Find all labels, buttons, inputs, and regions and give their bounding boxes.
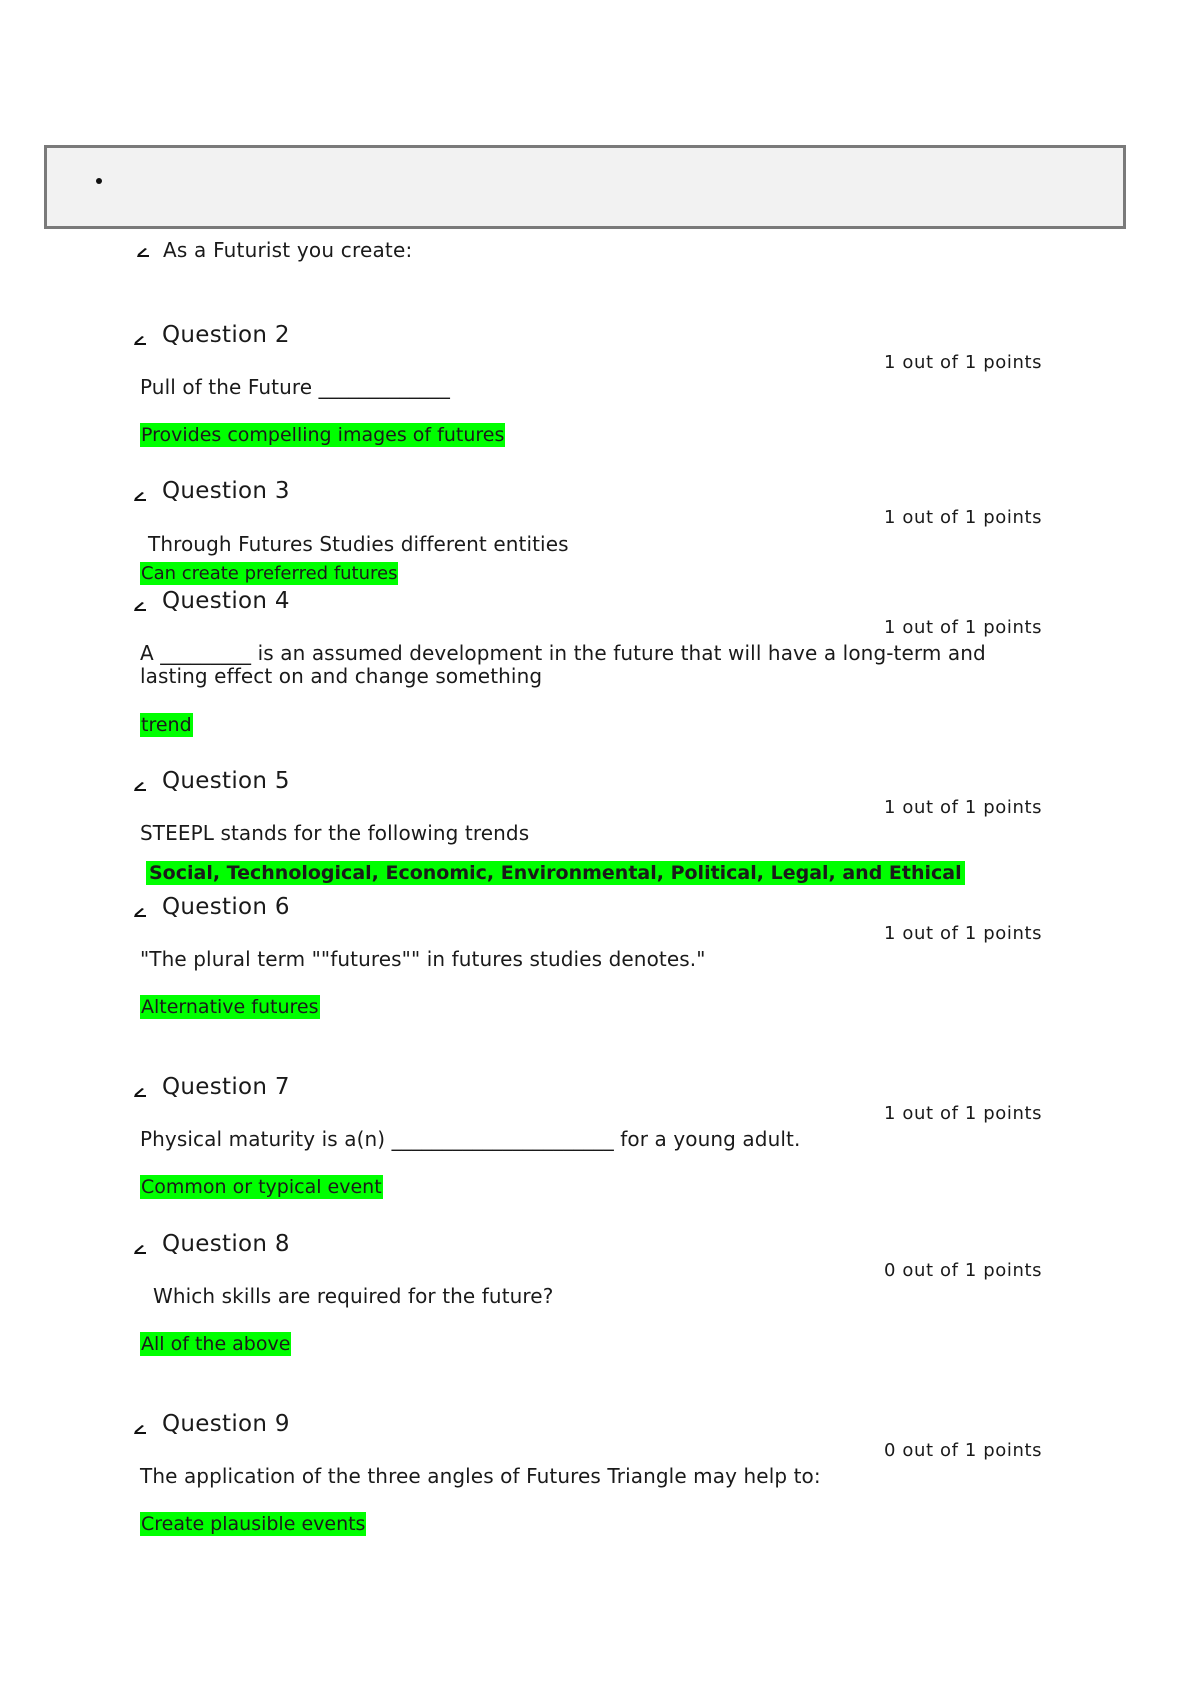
question-title: Question 8 — [162, 1231, 290, 1257]
correct-answer: Provides compelling images of futures — [141, 424, 505, 446]
top-panel — [44, 145, 1126, 229]
pencil-edit-icon — [133, 1424, 147, 1435]
correct-answer: trend — [141, 714, 192, 736]
question-points: 1 out of 1 points — [884, 507, 1043, 528]
question-title: Question 6 — [162, 894, 290, 920]
pencil-edit-icon — [133, 491, 147, 502]
pencil-edit-icon — [133, 1244, 147, 1255]
question-prompt: "The plural term ""futures"" in futures studies denotes." — [140, 947, 706, 971]
question-title: Question 2 — [162, 322, 290, 348]
question-title: Question 4 — [162, 588, 290, 614]
question-points: 1 out of 1 points — [884, 352, 1043, 373]
correct-answer: Create plausible events — [141, 1513, 366, 1535]
pencil-edit-icon — [136, 247, 150, 258]
question-title: Question 9 — [162, 1411, 290, 1437]
question-points: 0 out of 1 points — [884, 1260, 1043, 1281]
pencil-edit-icon — [133, 1087, 147, 1098]
question-points: 1 out of 1 points — [884, 617, 1043, 638]
question-prompt: The application of the three angles of Futures Triangle may help to: — [140, 1464, 821, 1488]
question-prompt: STEEPL stands for the following trends — [140, 821, 530, 845]
pencil-edit-icon — [133, 335, 147, 346]
question-points: 1 out of 1 points — [884, 797, 1043, 818]
correct-answer: Common or typical event — [141, 1176, 382, 1198]
question-title: Question 7 — [162, 1074, 290, 1100]
question-points: 0 out of 1 points — [884, 1440, 1043, 1461]
intro-text: As a Futurist you create: — [163, 238, 413, 262]
question-title: Question 3 — [162, 478, 290, 504]
bullet-point — [96, 178, 102, 184]
question-points: 1 out of 1 points — [884, 923, 1043, 944]
correct-answer: Can create preferred futures — [141, 563, 398, 584]
question-prompt: Which skills are required for the future? — [153, 1284, 554, 1308]
pencil-edit-icon — [133, 601, 147, 612]
question-prompt: Physical maturity is a(n) ______________________ for a young adult. — [140, 1127, 801, 1151]
question-prompt: Through Futures Studies different entities — [148, 532, 569, 556]
question-prompt: A _________ is an assumed development in the future that will have a long-term and lasting effect on and change something — [140, 641, 986, 688]
correct-answer: Alternative futures — [141, 996, 319, 1018]
pencil-edit-icon — [133, 781, 147, 792]
question-points: 1 out of 1 points — [884, 1103, 1043, 1124]
question-title: Question 5 — [162, 768, 290, 794]
question-prompt: Pull of the Future _____________ — [140, 375, 450, 399]
pencil-edit-icon — [133, 907, 147, 918]
correct-answer: All of the above — [141, 1333, 291, 1355]
correct-answer: Social, Technological, Economic, Environmental, Political, Legal, and Ethical — [146, 861, 965, 885]
